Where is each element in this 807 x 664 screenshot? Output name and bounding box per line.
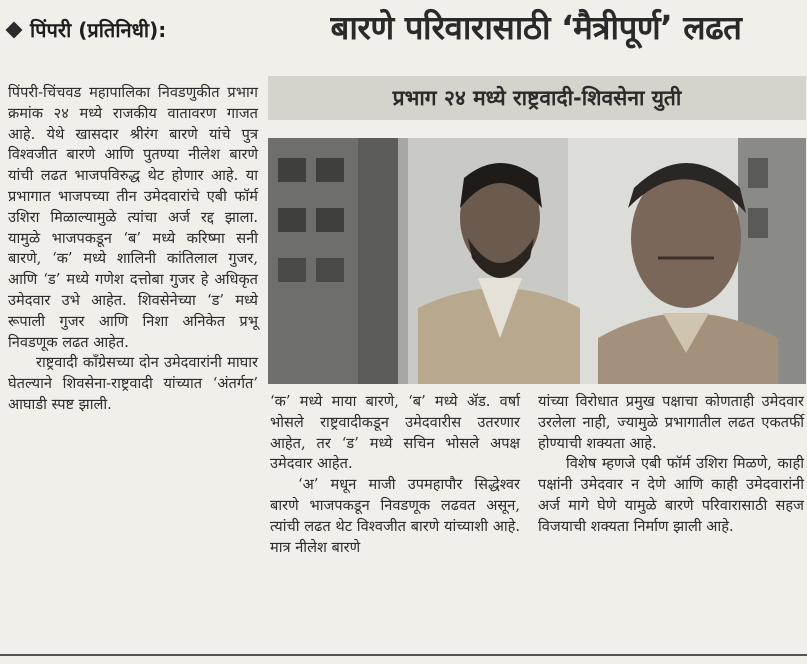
diamond-bullet-icon <box>6 21 23 38</box>
subheadline: प्रभाग २४ मध्ये राष्ट्रवादी-शिवसेना युती <box>392 86 682 110</box>
news-photo <box>268 138 806 384</box>
paragraph: विशेष म्हणजे एबी फॉर्म उशिरा मिळणे, काही पक्षांनी उमेदवार न देणे आणि काही उमेदवारांनी अर्ज मागे घेणे यामुळे बारणे परिवारासाठी सहज विजयाची शक्यता निर्माण झाली आहे. <box>538 455 804 535</box>
paragraph: यांच्या विरोधात प्रमुख पक्षाचा कोणताही उमेदवार उरलेला नाही, ज्यामुळे प्रभागातील लढत एकतर्फी होण्याची शक्यता आहे. <box>538 393 804 452</box>
subheadline-bar <box>268 76 806 120</box>
article-column-3 <box>538 392 804 538</box>
paragraph: ‘अ’ मधून माजी उपमहापौर सिद्धेश्वर बारणे भाजपकडून निवडणूक लढवत असून, त्यांची लढत थेट विश्वजीत बारणे यांच्याशी आहे. मात्र नीलेश बारणे <box>270 476 520 556</box>
paragraph: राष्ट्रवादी काँग्रेसच्या दोन उमेदवारांनी माघार घेतल्याने शिवसेना-राष्ट्रवादी यांच्यात ‘अंतर्गत’ आघाडी स्पष्ट झाली. <box>8 354 258 413</box>
article-column-1 <box>8 83 258 416</box>
dateline-text: पिंपरी (प्रतिनिधी): <box>30 18 167 42</box>
bottom-rule <box>0 654 807 656</box>
dateline <box>8 16 258 43</box>
photo-illustration <box>268 138 806 384</box>
paragraph: ‘क’ मध्ये माया बारणे, ‘ब’ मध्ये ॲड. वर्षा भोसले राष्ट्रवादीकडून उमेदवारीस उतरणार आहेत, तर ‘ड’ मध्ये सचिन भोसले अपक्ष उमेदवार आहेत. <box>270 393 520 473</box>
headline: बारणे परिवारासाठी ‘मैत्रीपूर्ण’ लढत <box>330 8 742 47</box>
article-column-2 <box>270 392 520 558</box>
paragraph: पिंपरी-चिंचवड महापालिका निवडणुकीत प्रभाग क्रमांक २४ मध्ये राजकीय वातावरण गाजत आहे. येथे खासदार श्रीरंग बारणे यांचे पुत्र विश्वजीत बारणे आणि पुतण्या नीलेश बारणे यांची लढत भाजपविरुद्ध थेट होणार आहे. या प्रभागात भाजपच्या तीन उमेदवारांचे एबी फॉर्म उशिरा मिळाल्यामुळे त्यांचा अर्ज रद्द झाला. यामुळे भाजपकडून ‘ब’ मध्ये करिष्मा सनी बारणे, ‘क’ मध्ये शालिनी कांतिलाल गुजर, आणि ‘ड’ मध्ये गणेश दत्तोबा गुजर हे अधिकृत उमेदवार उभे आहेत. शिवसेनेच्या ‘ड’ मध्ये रूपाली गुजर आणि निशा अनिकेत प्रभू निवडणूक लढत आहेत. <box>8 84 258 351</box>
